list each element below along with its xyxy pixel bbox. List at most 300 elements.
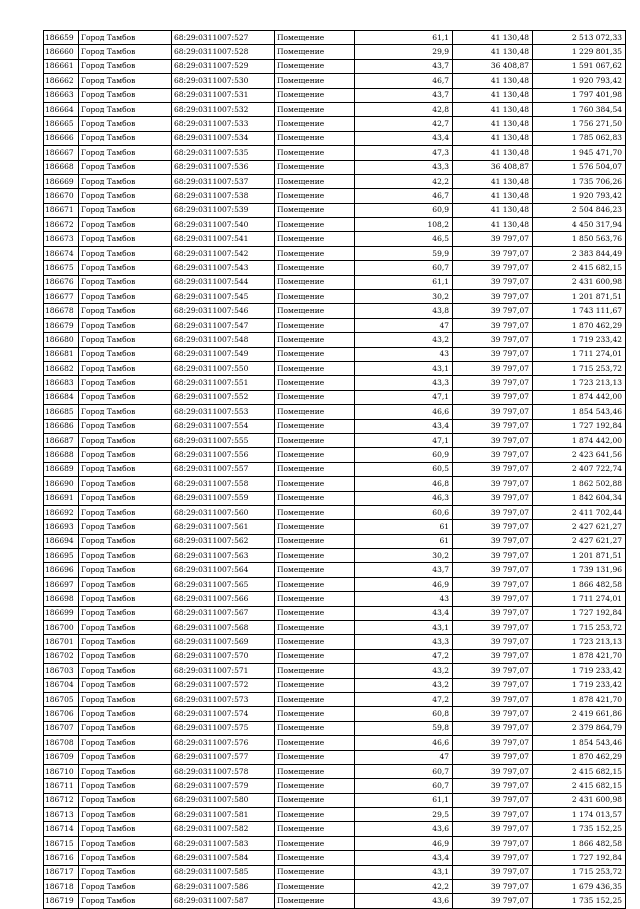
row-number-cell: 186668 (44, 160, 79, 174)
specific-value-cell: 39 797,07 (453, 592, 533, 606)
cadastral-value-cell: 1 920 793,42 (533, 74, 626, 88)
object-type-cell: Помещение (275, 117, 355, 131)
object-type-cell: Помещение (275, 836, 355, 850)
area-cell: 43 (355, 592, 453, 606)
table-row (44, 664, 626, 678)
cadastral-value-cell: 1 719 233,42 (533, 678, 626, 692)
row-number-cell: 186702 (44, 649, 79, 663)
object-type-cell: Помещение (275, 808, 355, 822)
cadastral-value-cell: 1 727 192,84 (533, 606, 626, 620)
municipality-cell: Город Тамбов (79, 189, 172, 203)
object-type-cell: Помещение (275, 232, 355, 246)
area-cell: 29,9 (355, 45, 453, 59)
specific-value-cell: 39 797,07 (453, 808, 533, 822)
object-type-cell: Помещение (275, 361, 355, 375)
cadastral-value-cell: 1 591 067,62 (533, 59, 626, 73)
area-cell: 43,7 (355, 59, 453, 73)
municipality-cell: Город Тамбов (79, 347, 172, 361)
specific-value-cell: 39 797,07 (453, 318, 533, 332)
row-number-cell: 186698 (44, 592, 79, 606)
municipality-cell: Город Тамбов (79, 534, 172, 548)
object-type-cell: Помещение (275, 750, 355, 764)
area-cell: 43,3 (355, 160, 453, 174)
cadastral-number-cell: 68:29:0311007:563 (172, 549, 275, 563)
row-number-cell: 186719 (44, 894, 79, 908)
object-type-cell: Помещение (275, 275, 355, 289)
cadastral-number-cell: 68:29:0311007:568 (172, 621, 275, 635)
municipality-cell: Город Тамбов (79, 520, 172, 534)
cadastral-number-cell: 68:29:0311007:545 (172, 290, 275, 304)
row-number-cell: 186688 (44, 448, 79, 462)
cadastral-number-cell: 68:29:0311007:580 (172, 793, 275, 807)
area-cell: 43,4 (355, 131, 453, 145)
specific-value-cell: 39 797,07 (453, 232, 533, 246)
table-row (44, 333, 626, 347)
municipality-cell: Город Тамбов (79, 477, 172, 491)
object-type-cell: Помещение (275, 74, 355, 88)
municipality-cell: Город Тамбов (79, 218, 172, 232)
cadastral-number-cell: 68:29:0311007:587 (172, 894, 275, 908)
specific-value-cell: 36 408,87 (453, 160, 533, 174)
specific-value-cell: 39 797,07 (453, 707, 533, 721)
row-number-cell: 186662 (44, 74, 79, 88)
specific-value-cell: 41 130,48 (453, 45, 533, 59)
area-cell: 60,9 (355, 203, 453, 217)
cadastral-number-cell: 68:29:0311007:553 (172, 405, 275, 419)
object-type-cell: Помещение (275, 779, 355, 793)
municipality-cell: Город Тамбов (79, 160, 172, 174)
table-row (44, 88, 626, 102)
object-type-cell: Помещение (275, 318, 355, 332)
row-number-cell: 186701 (44, 635, 79, 649)
cadastral-number-cell: 68:29:0311007:560 (172, 505, 275, 519)
municipality-cell: Город Тамбов (79, 880, 172, 894)
object-type-cell: Помещение (275, 592, 355, 606)
row-number-cell: 186672 (44, 218, 79, 232)
area-cell: 60,9 (355, 448, 453, 462)
municipality-cell: Город Тамбов (79, 779, 172, 793)
municipality-cell: Город Тамбов (79, 232, 172, 246)
municipality-cell: Город Тамбов (79, 333, 172, 347)
specific-value-cell: 39 797,07 (453, 333, 533, 347)
row-number-cell: 186713 (44, 808, 79, 822)
cadastral-number-cell: 68:29:0311007:541 (172, 232, 275, 246)
row-number-cell: 186716 (44, 851, 79, 865)
row-number-cell: 186683 (44, 376, 79, 390)
row-number-cell: 186677 (44, 290, 79, 304)
table-row (44, 520, 626, 534)
table-row (44, 736, 626, 750)
object-type-cell: Помещение (275, 448, 355, 462)
row-number-cell: 186673 (44, 232, 79, 246)
specific-value-cell: 39 797,07 (453, 678, 533, 692)
area-cell: 43,3 (355, 376, 453, 390)
object-type-cell: Помещение (275, 894, 355, 908)
cadastral-number-cell: 68:29:0311007:534 (172, 131, 275, 145)
cadastral-number-cell: 68:29:0311007:575 (172, 721, 275, 735)
specific-value-cell: 39 797,07 (453, 505, 533, 519)
table-row (44, 361, 626, 375)
object-type-cell: Помещение (275, 707, 355, 721)
municipality-cell: Город Тамбов (79, 707, 172, 721)
object-type-cell: Помещение (275, 433, 355, 447)
specific-value-cell: 39 797,07 (453, 261, 533, 275)
object-type-cell: Помещение (275, 189, 355, 203)
row-number-cell: 186661 (44, 59, 79, 73)
specific-value-cell: 39 797,07 (453, 419, 533, 433)
municipality-cell: Город Тамбов (79, 678, 172, 692)
area-cell: 60,6 (355, 505, 453, 519)
municipality-cell: Город Тамбов (79, 635, 172, 649)
table-row (44, 347, 626, 361)
area-cell: 42,2 (355, 174, 453, 188)
cadastral-value-cell: 1 201 871,51 (533, 290, 626, 304)
area-cell: 61,1 (355, 793, 453, 807)
cadastral-number-cell: 68:29:0311007:586 (172, 880, 275, 894)
area-cell: 43 (355, 347, 453, 361)
specific-value-cell: 39 797,07 (453, 534, 533, 548)
cadastral-number-cell: 68:29:0311007:561 (172, 520, 275, 534)
cadastral-number-cell: 68:29:0311007:573 (172, 692, 275, 706)
specific-value-cell: 39 797,07 (453, 779, 533, 793)
specific-value-cell: 39 797,07 (453, 649, 533, 663)
cadastral-value-cell: 1 850 563,76 (533, 232, 626, 246)
municipality-cell: Город Тамбов (79, 448, 172, 462)
table-row (44, 174, 626, 188)
row-number-cell: 186659 (44, 31, 79, 45)
specific-value-cell: 39 797,07 (453, 520, 533, 534)
cadastral-number-cell: 68:29:0311007:548 (172, 333, 275, 347)
cadastral-number-cell: 68:29:0311007:570 (172, 649, 275, 663)
cadastral-number-cell: 68:29:0311007:551 (172, 376, 275, 390)
object-type-cell: Помещение (275, 520, 355, 534)
object-type-cell: Помещение (275, 290, 355, 304)
object-type-cell: Помещение (275, 261, 355, 275)
area-cell: 47 (355, 750, 453, 764)
cadastral-value-cell: 2 427 621,27 (533, 534, 626, 548)
municipality-cell: Город Тамбов (79, 361, 172, 375)
cadastral-number-cell: 68:29:0311007:571 (172, 664, 275, 678)
area-cell: 46,5 (355, 232, 453, 246)
area-cell: 46,8 (355, 477, 453, 491)
municipality-cell: Город Тамбов (79, 491, 172, 505)
specific-value-cell: 39 797,07 (453, 750, 533, 764)
municipality-cell: Город Тамбов (79, 419, 172, 433)
object-type-cell: Помещение (275, 405, 355, 419)
specific-value-cell: 39 797,07 (453, 664, 533, 678)
cadastral-value-cell: 2 427 621,27 (533, 520, 626, 534)
object-type-cell: Помещение (275, 736, 355, 750)
table-row (44, 318, 626, 332)
row-number-cell: 186680 (44, 333, 79, 347)
cadastral-value-cell: 1 854 543,46 (533, 736, 626, 750)
object-type-cell: Помещение (275, 505, 355, 519)
object-type-cell: Помещение (275, 606, 355, 620)
cadastral-number-cell: 68:29:0311007:585 (172, 865, 275, 879)
municipality-cell: Город Тамбов (79, 318, 172, 332)
row-number-cell: 186684 (44, 390, 79, 404)
municipality-cell: Город Тамбов (79, 433, 172, 447)
row-number-cell: 186714 (44, 822, 79, 836)
table-row (44, 462, 626, 476)
table-row (44, 707, 626, 721)
municipality-cell: Город Тамбов (79, 836, 172, 850)
table-row (44, 592, 626, 606)
specific-value-cell: 39 797,07 (453, 462, 533, 476)
area-cell: 61,1 (355, 31, 453, 45)
cadastral-number-cell: 68:29:0311007:562 (172, 534, 275, 548)
object-type-cell: Помещение (275, 880, 355, 894)
area-cell: 47 (355, 318, 453, 332)
cadastral-value-cell: 1 862 502,88 (533, 477, 626, 491)
cadastral-value-cell: 1 870 462,29 (533, 750, 626, 764)
cadastral-value-cell: 1 715 253,72 (533, 865, 626, 879)
object-type-cell: Помещение (275, 45, 355, 59)
object-type-cell: Помещение (275, 477, 355, 491)
municipality-cell: Город Тамбов (79, 549, 172, 563)
specific-value-cell: 39 797,07 (453, 606, 533, 620)
row-number-cell: 186674 (44, 246, 79, 260)
cadastral-value-cell: 1 878 421,70 (533, 649, 626, 663)
row-number-cell: 186711 (44, 779, 79, 793)
table-row (44, 635, 626, 649)
table-row (44, 45, 626, 59)
cadastral-number-cell: 68:29:0311007:529 (172, 59, 275, 73)
cadastral-value-cell: 2 504 846,23 (533, 203, 626, 217)
cadastral-number-cell: 68:29:0311007:531 (172, 88, 275, 102)
row-number-cell: 186700 (44, 621, 79, 635)
cadastral-number-cell: 68:29:0311007:547 (172, 318, 275, 332)
row-number-cell: 186691 (44, 491, 79, 505)
municipality-cell: Город Тамбов (79, 621, 172, 635)
row-number-cell: 186694 (44, 534, 79, 548)
cadastral-value-cell: 1 945 471,70 (533, 146, 626, 160)
specific-value-cell: 41 130,48 (453, 74, 533, 88)
row-number-cell: 186695 (44, 549, 79, 563)
area-cell: 43,1 (355, 865, 453, 879)
specific-value-cell: 36 408,87 (453, 59, 533, 73)
cadastral-value-table (43, 30, 626, 909)
cadastral-value-cell: 2 415 682,15 (533, 779, 626, 793)
object-type-cell: Помещение (275, 563, 355, 577)
area-cell: 43,6 (355, 894, 453, 908)
cadastral-number-cell: 68:29:0311007:565 (172, 577, 275, 591)
cadastral-number-cell: 68:29:0311007:549 (172, 347, 275, 361)
area-cell: 43,7 (355, 88, 453, 102)
object-type-cell: Помещение (275, 577, 355, 591)
area-cell: 46,7 (355, 189, 453, 203)
row-number-cell: 186679 (44, 318, 79, 332)
row-number-cell: 186669 (44, 174, 79, 188)
cadastral-number-cell: 68:29:0311007:574 (172, 707, 275, 721)
cadastral-value-cell: 2 383 844,49 (533, 246, 626, 260)
table-row (44, 117, 626, 131)
row-number-cell: 186707 (44, 721, 79, 735)
row-number-cell: 186692 (44, 505, 79, 519)
cadastral-number-cell: 68:29:0311007:577 (172, 750, 275, 764)
cadastral-value-cell: 1 785 062,83 (533, 131, 626, 145)
row-number-cell: 186660 (44, 45, 79, 59)
table-row (44, 160, 626, 174)
specific-value-cell: 39 797,07 (453, 851, 533, 865)
area-cell: 46,9 (355, 577, 453, 591)
cadastral-number-cell: 68:29:0311007:557 (172, 462, 275, 476)
cadastral-number-cell: 68:29:0311007:556 (172, 448, 275, 462)
row-number-cell: 186710 (44, 764, 79, 778)
area-cell: 60,7 (355, 764, 453, 778)
row-number-cell: 186671 (44, 203, 79, 217)
specific-value-cell: 39 797,07 (453, 376, 533, 390)
specific-value-cell: 39 797,07 (453, 836, 533, 850)
cadastral-value-cell: 1 723 213,13 (533, 635, 626, 649)
row-number-cell: 186706 (44, 707, 79, 721)
cadastral-value-cell: 1 576 504,07 (533, 160, 626, 174)
area-cell: 43,4 (355, 419, 453, 433)
cadastral-value-cell: 1 719 233,42 (533, 333, 626, 347)
table-row (44, 808, 626, 822)
cadastral-number-cell: 68:29:0311007:540 (172, 218, 275, 232)
specific-value-cell: 39 797,07 (453, 894, 533, 908)
area-cell: 43,4 (355, 606, 453, 620)
table-row (44, 275, 626, 289)
row-number-cell: 186699 (44, 606, 79, 620)
table-row (44, 405, 626, 419)
object-type-cell: Помещение (275, 246, 355, 260)
cadastral-value-cell: 1 711 274,01 (533, 347, 626, 361)
area-cell: 43,7 (355, 563, 453, 577)
cadastral-value-cell: 1 756 271,50 (533, 117, 626, 131)
area-cell: 29,5 (355, 808, 453, 822)
cadastral-number-cell: 68:29:0311007:558 (172, 477, 275, 491)
specific-value-cell: 39 797,07 (453, 577, 533, 591)
cadastral-number-cell: 68:29:0311007:559 (172, 491, 275, 505)
row-number-cell: 186682 (44, 361, 79, 375)
object-type-cell: Помещение (275, 419, 355, 433)
area-cell: 46,7 (355, 74, 453, 88)
table-row (44, 261, 626, 275)
cadastral-number-cell: 68:29:0311007:527 (172, 31, 275, 45)
row-number-cell: 186687 (44, 433, 79, 447)
object-type-cell: Помещение (275, 462, 355, 476)
table-row (44, 290, 626, 304)
municipality-cell: Город Тамбов (79, 275, 172, 289)
specific-value-cell: 39 797,07 (453, 692, 533, 706)
specific-value-cell: 39 797,07 (453, 736, 533, 750)
municipality-cell: Город Тамбов (79, 606, 172, 620)
municipality-cell: Город Тамбов (79, 304, 172, 318)
specific-value-cell: 39 797,07 (453, 621, 533, 635)
row-number-cell: 186681 (44, 347, 79, 361)
specific-value-cell: 39 797,07 (453, 448, 533, 462)
specific-value-cell: 41 130,48 (453, 102, 533, 116)
cadastral-number-cell: 68:29:0311007:554 (172, 419, 275, 433)
table-row (44, 433, 626, 447)
specific-value-cell: 39 797,07 (453, 246, 533, 260)
specific-value-cell: 39 797,07 (453, 347, 533, 361)
municipality-cell: Город Тамбов (79, 405, 172, 419)
specific-value-cell: 39 797,07 (453, 635, 533, 649)
area-cell: 46,3 (355, 491, 453, 505)
object-type-cell: Помещение (275, 160, 355, 174)
specific-value-cell: 39 797,07 (453, 764, 533, 778)
cadastral-value-cell: 2 415 682,15 (533, 764, 626, 778)
cadastral-value-cell: 1 711 274,01 (533, 592, 626, 606)
cadastral-number-cell: 68:29:0311007:544 (172, 275, 275, 289)
cadastral-value-cell: 2 423 641,56 (533, 448, 626, 462)
cadastral-number-cell: 68:29:0311007:564 (172, 563, 275, 577)
cadastral-value-cell: 2 379 864,79 (533, 721, 626, 735)
table-row (44, 678, 626, 692)
municipality-cell: Город Тамбов (79, 577, 172, 591)
area-cell: 43,2 (355, 678, 453, 692)
cadastral-value-cell: 1 874 442,00 (533, 390, 626, 404)
municipality-cell: Город Тамбов (79, 692, 172, 706)
area-cell: 42,7 (355, 117, 453, 131)
municipality-cell: Город Тамбов (79, 563, 172, 577)
cadastral-value-cell: 1 854 543,46 (533, 405, 626, 419)
cadastral-value-cell: 1 727 192,84 (533, 419, 626, 433)
cadastral-number-cell: 68:29:0311007:555 (172, 433, 275, 447)
municipality-cell: Город Тамбов (79, 376, 172, 390)
area-cell: 47,2 (355, 692, 453, 706)
cadastral-number-cell: 68:29:0311007:537 (172, 174, 275, 188)
object-type-cell: Помещение (275, 88, 355, 102)
cadastral-number-cell: 68:29:0311007:569 (172, 635, 275, 649)
object-type-cell: Помещение (275, 851, 355, 865)
row-number-cell: 186664 (44, 102, 79, 116)
table-row (44, 621, 626, 635)
municipality-cell: Город Тамбов (79, 390, 172, 404)
cadastral-value-cell: 1 715 253,72 (533, 621, 626, 635)
municipality-cell: Город Тамбов (79, 721, 172, 735)
municipality-cell: Город Тамбов (79, 822, 172, 836)
row-number-cell: 186690 (44, 477, 79, 491)
object-type-cell: Помещение (275, 649, 355, 663)
cadastral-value-cell: 2 415 682,15 (533, 261, 626, 275)
specific-value-cell: 39 797,07 (453, 549, 533, 563)
area-cell: 43,2 (355, 333, 453, 347)
area-cell: 47,1 (355, 433, 453, 447)
row-number-cell: 186709 (44, 750, 79, 764)
row-number-cell: 186665 (44, 117, 79, 131)
table-row (44, 477, 626, 491)
table-row (44, 851, 626, 865)
municipality-cell: Город Тамбов (79, 808, 172, 822)
cadastral-number-cell: 68:29:0311007:543 (172, 261, 275, 275)
cadastral-value-cell: 1 760 384,54 (533, 102, 626, 116)
cadastral-number-cell: 68:29:0311007:539 (172, 203, 275, 217)
table-row (44, 102, 626, 116)
municipality-cell: Город Тамбов (79, 290, 172, 304)
area-cell: 43,2 (355, 664, 453, 678)
table-row (44, 793, 626, 807)
object-type-cell: Помещение (275, 102, 355, 116)
table-row (44, 232, 626, 246)
municipality-cell: Город Тамбов (79, 59, 172, 73)
municipality-cell: Город Тамбов (79, 131, 172, 145)
row-number-cell: 186675 (44, 261, 79, 275)
cadastral-value-cell: 2 513 072,33 (533, 31, 626, 45)
object-type-cell: Помещение (275, 333, 355, 347)
cadastral-value-cell: 1 719 233,42 (533, 664, 626, 678)
cadastral-value-cell: 1 174 013,57 (533, 808, 626, 822)
row-number-cell: 186697 (44, 577, 79, 591)
specific-value-cell: 39 797,07 (453, 721, 533, 735)
specific-value-cell: 41 130,48 (453, 131, 533, 145)
object-type-cell: Помещение (275, 174, 355, 188)
row-number-cell: 186696 (44, 563, 79, 577)
municipality-cell: Город Тамбов (79, 865, 172, 879)
